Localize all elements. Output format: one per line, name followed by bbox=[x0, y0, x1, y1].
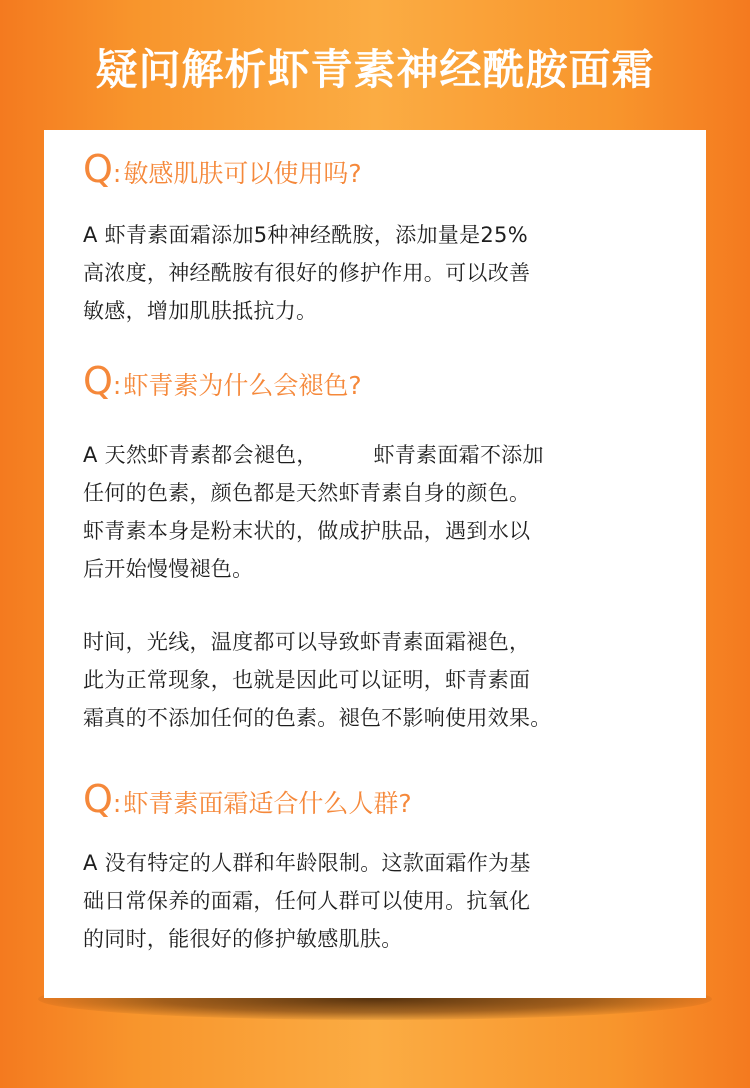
qa-item-2 bbox=[83, 358, 653, 737]
question-3 bbox=[83, 776, 653, 827]
answer-line: 后开始慢慢褪色。 bbox=[83, 557, 254, 581]
q-mark: Q bbox=[83, 147, 113, 191]
answer-line: A 天然虾青素都会褪色， 虾青素面霜不添加 bbox=[83, 443, 544, 467]
page-title: 疑问解析虾青素神经酰胺面霜 bbox=[95, 45, 655, 94]
answer-line: 敏感，增加肌肤抵抗力。 bbox=[83, 299, 318, 323]
qa-item-1 bbox=[83, 146, 653, 330]
answer-2-continued bbox=[83, 623, 653, 737]
question-text: 虾青素为什么会褪色? bbox=[123, 371, 362, 400]
answer-line: 任何的色素，颜色都是天然虾青素自身的颜色。 bbox=[83, 481, 531, 505]
answer-2 bbox=[83, 436, 653, 588]
question-text: 敏感肌肤可以使用吗? bbox=[123, 159, 362, 188]
answer-3 bbox=[83, 844, 653, 958]
question-1 bbox=[83, 146, 653, 197]
q-mark: Q bbox=[83, 359, 113, 403]
answer-line: A 没有特定的人群和年龄限制。这款面霜作为基 bbox=[83, 851, 531, 875]
qa-item-3 bbox=[83, 776, 653, 958]
answer-line: 虾青素本身是粉末状的，做成护肤品，遇到水以 bbox=[83, 519, 531, 543]
answer-line: 高浓度，神经酰胺有很好的修护作用。可以改善 bbox=[83, 261, 531, 285]
q-colon: : bbox=[112, 789, 122, 818]
question-text: 虾青素面霜适合什么人群? bbox=[123, 789, 412, 818]
answer-line: 此为正常现象，也就是因此可以证明，虾青素面 bbox=[83, 668, 531, 692]
answer-line: 时间，光线，温度都可以导致虾青素面霜褪色， bbox=[83, 630, 531, 654]
q-colon: : bbox=[112, 159, 122, 188]
answer-line: 的同时，能很好的修护敏感肌肤。 bbox=[83, 927, 403, 951]
answer-line: 础日常保养的面霜，任何人群可以使用。抗氧化 bbox=[83, 889, 531, 913]
answer-line: 霜真的不添加任何的色素。褪色不影响使用效果。 bbox=[83, 706, 552, 730]
question-2 bbox=[83, 358, 653, 409]
answer-line: A 虾青素面霜添加5种神经酰胺，添加量是25% bbox=[83, 223, 528, 247]
q-colon: : bbox=[112, 371, 122, 400]
q-mark: Q bbox=[83, 777, 113, 821]
answer-1 bbox=[83, 216, 653, 330]
